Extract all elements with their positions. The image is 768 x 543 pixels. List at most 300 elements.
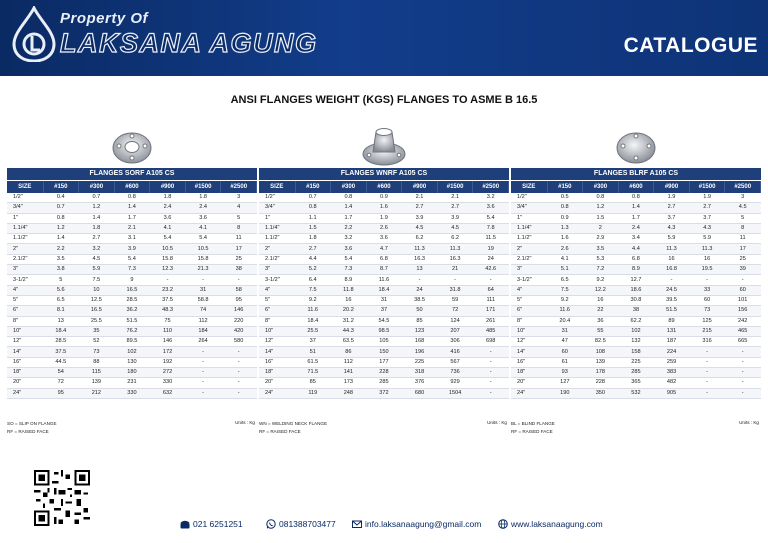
weight-cell: 8.9 xyxy=(331,275,367,285)
weight-cell: 1.4 xyxy=(114,203,150,213)
size-cell: 24" xyxy=(7,388,43,398)
weight-cell: 2.1 xyxy=(402,193,438,203)
weight-cell: 350 xyxy=(583,388,619,398)
weight-cell: 85 xyxy=(295,378,331,388)
table-row xyxy=(259,275,509,285)
size-cell: 8" xyxy=(7,316,43,326)
size-cell: 2.1/2" xyxy=(259,254,295,264)
weight-cell: 306 xyxy=(437,337,473,347)
size-cell: 3/4" xyxy=(511,203,547,213)
size-cell: 1.1/4" xyxy=(511,223,547,233)
weight-cell: 141 xyxy=(331,368,367,378)
table-row xyxy=(7,193,257,203)
weight-cell: 5 xyxy=(725,213,761,223)
weight-cell: 47 xyxy=(547,337,583,347)
table-row xyxy=(259,306,509,316)
column-header: #150 xyxy=(295,181,331,193)
size-cell: 1.1/2" xyxy=(511,234,547,244)
weight-cell: 9.2 xyxy=(295,295,331,305)
phone-number: 021 6251251 xyxy=(193,519,243,529)
weight-cell: 55 xyxy=(583,326,619,336)
weight-cell: 6.8 xyxy=(618,254,654,264)
weight-cell: 13 xyxy=(43,316,79,326)
weight-cell: 3.5 xyxy=(583,244,619,254)
table-row xyxy=(259,193,509,203)
table-row xyxy=(7,326,257,336)
weight-cell: 2.4 xyxy=(185,203,221,213)
column-header: #300 xyxy=(331,181,367,193)
weight-cell: 1.7 xyxy=(114,213,150,223)
panel-blrf xyxy=(511,124,761,444)
weight-cell: - xyxy=(185,347,221,357)
weight-cell: 177 xyxy=(366,357,402,367)
weight-cell: 0.5 xyxy=(547,193,583,203)
units-label: Units : Kg xyxy=(235,420,255,425)
weight-cell: 3.9 xyxy=(402,213,438,223)
table-notes xyxy=(259,420,509,436)
weight-cell: 89 xyxy=(654,316,690,326)
weight-cell: 105 xyxy=(366,337,402,347)
weight-cell: 736 xyxy=(437,368,473,378)
weight-cell: 3.2 xyxy=(331,234,367,244)
table-row xyxy=(259,326,509,336)
weight-cell: 372 xyxy=(366,388,402,398)
weight-cell: 132 xyxy=(618,337,654,347)
table-row xyxy=(511,295,761,305)
weight-cell: 158 xyxy=(618,347,654,357)
size-cell: 16" xyxy=(7,357,43,367)
weight-cell: 7.2 xyxy=(583,265,619,275)
weight-cell: - xyxy=(150,275,186,285)
size-cell: 4" xyxy=(511,285,547,295)
contact-phone[interactable] xyxy=(180,519,243,529)
weight-cell: 1.6 xyxy=(547,234,583,244)
contact-email[interactable] xyxy=(352,519,481,529)
weight-cell: 39.5 xyxy=(654,295,690,305)
weight-cell: 0.8 xyxy=(331,193,367,203)
weight-cell: 7.5 xyxy=(547,285,583,295)
table-row xyxy=(259,378,509,388)
weight-cell: 0.4 xyxy=(43,193,79,203)
weight-cell: 4.3 xyxy=(654,223,690,233)
size-cell: 16" xyxy=(511,357,547,367)
size-cell: 5" xyxy=(259,295,295,305)
weight-cell: 16 xyxy=(331,295,367,305)
table-row xyxy=(511,223,761,233)
weight-cell: 31 xyxy=(185,285,221,295)
weight-cell: 9.2 xyxy=(547,295,583,305)
weight-cell: 1.7 xyxy=(618,213,654,223)
weight-cell: 632 xyxy=(150,388,186,398)
weight-cell: 20.2 xyxy=(331,306,367,316)
table-row xyxy=(7,316,257,326)
weight-cell: 3.9 xyxy=(437,213,473,223)
weight-cell: 61 xyxy=(547,357,583,367)
weight-cell: - xyxy=(689,347,725,357)
size-cell: 1" xyxy=(511,213,547,223)
weight-cell: - xyxy=(185,388,221,398)
table-row xyxy=(511,337,761,347)
table-row xyxy=(259,357,509,367)
weight-cell: 82.5 xyxy=(583,337,619,347)
table-row xyxy=(511,234,761,244)
units-label: Units : Kg xyxy=(739,420,759,425)
table-row xyxy=(259,244,509,254)
weight-cell: - xyxy=(725,357,761,367)
weight-cell: 420 xyxy=(221,326,257,336)
contact-whatsapp[interactable] xyxy=(266,519,336,529)
weight-cell: 6.5 xyxy=(43,295,79,305)
weight-cell: 482 xyxy=(654,378,690,388)
weight-cell: 48.3 xyxy=(150,306,186,316)
weight-cell: 59 xyxy=(437,295,473,305)
weight-cell: 31 xyxy=(366,295,402,305)
column-header: #2500 xyxy=(221,181,257,193)
weight-cell: 73 xyxy=(689,306,725,316)
weight-cell: 2.7 xyxy=(437,203,473,213)
weight-cell: 102 xyxy=(114,347,150,357)
weight-cell: 24 xyxy=(402,285,438,295)
weight-cell: 2.1 xyxy=(437,193,473,203)
weight-cell: 1.8 xyxy=(150,193,186,203)
weight-cell: 180 xyxy=(114,368,150,378)
weight-cell: 0.7 xyxy=(79,193,115,203)
note-line: WN = WELDING NECK FLANGE xyxy=(259,421,328,426)
weight-cell: 2.7 xyxy=(79,234,115,244)
column-header: #900 xyxy=(654,181,690,193)
weight-cell: 5.3 xyxy=(583,254,619,264)
table-row xyxy=(7,265,257,275)
weight-cell: 8 xyxy=(725,223,761,233)
weight-cell: 110 xyxy=(150,326,186,336)
weight-cell: 18.4 xyxy=(43,326,79,336)
weight-cell: 7.5 xyxy=(295,285,331,295)
column-header: #600 xyxy=(618,181,654,193)
weight-cell: 365 xyxy=(618,378,654,388)
weight-cell: 485 xyxy=(473,326,509,336)
weight-cell: 1.2 xyxy=(43,223,79,233)
weight-cell: 184 xyxy=(185,326,221,336)
weight-cell: 93 xyxy=(547,368,583,378)
weight-cell: 187 xyxy=(654,337,690,347)
weight-cell: 207 xyxy=(437,326,473,336)
weight-cell: 8 xyxy=(221,223,257,233)
weight-cell: 220 xyxy=(221,316,257,326)
table-title: FLANGES BLRF A105 CS xyxy=(511,168,761,180)
weight-cell: 11.3 xyxy=(437,244,473,254)
size-cell: 10" xyxy=(259,326,295,336)
size-cell: 5" xyxy=(7,295,43,305)
weight-cell: 3.2 xyxy=(473,193,509,203)
weight-cell: 171 xyxy=(473,306,509,316)
weight-cell: 37.5 xyxy=(43,347,79,357)
weight-cell: - xyxy=(689,357,725,367)
column-header: #300 xyxy=(583,181,619,193)
weight-cell: 25.5 xyxy=(295,326,331,336)
weight-cell: 64 xyxy=(473,285,509,295)
size-cell: 6" xyxy=(259,306,295,316)
weight-cell: 10.5 xyxy=(185,244,221,254)
size-cell: 1" xyxy=(7,213,43,223)
weight-cell: 39 xyxy=(725,265,761,275)
weight-cell: 665 xyxy=(725,337,761,347)
whatsapp-number: 081388703477 xyxy=(279,519,336,529)
table-row xyxy=(259,347,509,357)
table-row xyxy=(259,203,509,213)
column-header: SIZE xyxy=(7,181,43,193)
weight-cell: 102 xyxy=(618,326,654,336)
table-notes xyxy=(511,420,761,436)
size-cell: 12" xyxy=(7,337,43,347)
weight-cell: - xyxy=(185,378,221,388)
weight-cell: 21 xyxy=(437,265,473,275)
weight-cell: 44.3 xyxy=(331,326,367,336)
panel-wnrf xyxy=(259,124,509,444)
weight-cell: 1.8 xyxy=(185,193,221,203)
size-cell: 12" xyxy=(259,337,295,347)
weight-cell: 2.4 xyxy=(618,223,654,233)
weight-cell: 264 xyxy=(185,337,221,347)
weight-cell: 6.5 xyxy=(547,275,583,285)
weight-cell: 25.5 xyxy=(79,316,115,326)
weight-cell: 2.7 xyxy=(295,244,331,254)
qr-code-image xyxy=(34,470,90,526)
weight-cell: 20.4 xyxy=(547,316,583,326)
weight-cell: 76.2 xyxy=(114,326,150,336)
weight-cell: 62.2 xyxy=(618,316,654,326)
weight-cell: 7.3 xyxy=(114,265,150,275)
header-bar xyxy=(0,0,768,76)
weight-cell: 215 xyxy=(689,326,725,336)
weight-cell: 95 xyxy=(43,388,79,398)
note-line: RF = RAISED FACE xyxy=(259,429,301,434)
table-row xyxy=(7,347,257,357)
weight-cell: 1.5 xyxy=(295,223,331,233)
telephone-icon xyxy=(180,519,190,529)
weight-cell: 0.8 xyxy=(618,193,654,203)
size-cell: 10" xyxy=(7,326,43,336)
weight-cell: 23.2 xyxy=(150,285,186,295)
weight-cell: 3.1 xyxy=(114,234,150,244)
weight-cell: 8.7 xyxy=(366,265,402,275)
weight-cell: 3.6 xyxy=(331,244,367,254)
weight-cell: 4.1 xyxy=(150,223,186,233)
weight-cell: 196 xyxy=(402,347,438,357)
weight-cell: 3.4 xyxy=(618,234,654,244)
weight-cell: 11 xyxy=(221,234,257,244)
size-cell: 3-1/2" xyxy=(7,275,43,285)
size-cell: 2" xyxy=(259,244,295,254)
column-header: #900 xyxy=(402,181,438,193)
table-row xyxy=(7,388,257,398)
weight-cell: 465 xyxy=(725,326,761,336)
table-row xyxy=(7,244,257,254)
size-cell: 3" xyxy=(511,265,547,275)
weight-cell: 52 xyxy=(79,337,115,347)
size-cell: 2" xyxy=(511,244,547,254)
table-row xyxy=(7,285,257,295)
table-row xyxy=(511,326,761,336)
weight-cell: 1504 xyxy=(437,388,473,398)
weight-cell: 35 xyxy=(79,326,115,336)
weight-cell: 3.7 xyxy=(654,213,690,223)
weight-cell: - xyxy=(689,388,725,398)
weight-cell: 7.5 xyxy=(79,275,115,285)
table-row xyxy=(7,234,257,244)
weight-cell: 37 xyxy=(366,306,402,316)
weight-cell: 4.5 xyxy=(725,203,761,213)
weight-cell: 228 xyxy=(366,368,402,378)
table-row xyxy=(7,223,257,233)
weight-cell: 1.8 xyxy=(295,234,331,244)
weight-cell: - xyxy=(473,347,509,357)
weight-cell: - xyxy=(689,368,725,378)
size-cell: 3/4" xyxy=(259,203,295,213)
brand-subtitle: Property Of xyxy=(60,10,149,27)
table-notes xyxy=(7,420,257,436)
weight-cell: 3.8 xyxy=(43,265,79,275)
weight-cell: 318 xyxy=(402,368,438,378)
weight-cell: 0.7 xyxy=(295,193,331,203)
weight-cell: 225 xyxy=(618,357,654,367)
weight-cell: 5.4 xyxy=(150,234,186,244)
weight-cell: - xyxy=(185,368,221,378)
size-cell: 6" xyxy=(511,306,547,316)
weight-cell: 9.2 xyxy=(583,275,619,285)
weight-cell: 73 xyxy=(79,347,115,357)
weight-cell: 2.4 xyxy=(150,203,186,213)
table-row xyxy=(259,337,509,347)
weight-cell: 172 xyxy=(150,347,186,357)
weight-cell: 261 xyxy=(473,316,509,326)
weight-cell: 10.5 xyxy=(150,244,186,254)
size-cell: 14" xyxy=(511,347,547,357)
weight-cell: 224 xyxy=(654,347,690,357)
weight-cell: 2.7 xyxy=(402,203,438,213)
weight-cell: 5 xyxy=(221,213,257,223)
weight-cell: - xyxy=(473,275,509,285)
weight-cell: 16 xyxy=(654,254,690,264)
weight-cell: 3.9 xyxy=(114,244,150,254)
weight-cell: 1.3 xyxy=(547,223,583,233)
weight-cell: 28.5 xyxy=(43,337,79,347)
table-row xyxy=(259,316,509,326)
weight-cell: 127 xyxy=(547,378,583,388)
table-row xyxy=(511,378,761,388)
weight-cell: 330 xyxy=(150,378,186,388)
table-row xyxy=(511,316,761,326)
weight-cell: 38.5 xyxy=(402,295,438,305)
weight-cell: 17 xyxy=(221,244,257,254)
weight-cell: 0.8 xyxy=(547,203,583,213)
weight-cell: 178 xyxy=(583,368,619,378)
weight-cell: 38 xyxy=(618,306,654,316)
weight-cell: 58 xyxy=(221,285,257,295)
table-row xyxy=(7,203,257,213)
weight-cell: - xyxy=(654,275,690,285)
weight-cell: 61.5 xyxy=(295,357,331,367)
table-row xyxy=(259,265,509,275)
column-header: #150 xyxy=(43,181,79,193)
weight-cell: 16.3 xyxy=(437,254,473,264)
weight-cell: 119 xyxy=(295,388,331,398)
table-row xyxy=(7,275,257,285)
weight-cell: - xyxy=(473,368,509,378)
weight-cell: 50 xyxy=(402,306,438,316)
weight-cell: 228 xyxy=(583,378,619,388)
note-line: RF = RAISED FACE xyxy=(511,429,553,434)
table-header-row xyxy=(7,181,257,193)
weight-cell: 1.4 xyxy=(331,203,367,213)
weight-cell: - xyxy=(725,275,761,285)
table-row xyxy=(511,357,761,367)
table-row xyxy=(511,306,761,316)
size-cell: 6" xyxy=(7,306,43,316)
weight-cell: - xyxy=(221,368,257,378)
weight-cell: 18.4 xyxy=(366,285,402,295)
weight-cell: 18.4 xyxy=(295,316,331,326)
size-cell: 8" xyxy=(511,316,547,326)
size-cell: 14" xyxy=(7,347,43,357)
weight-cell: 24 xyxy=(473,254,509,264)
table-row xyxy=(7,337,257,347)
size-cell: 4" xyxy=(7,285,43,295)
size-cell: 3" xyxy=(259,265,295,275)
weight-cell: 2.2 xyxy=(331,223,367,233)
table-row xyxy=(511,244,761,254)
weight-cell: 5.9 xyxy=(654,234,690,244)
weight-cell: 929 xyxy=(437,378,473,388)
contact-website[interactable] xyxy=(498,519,603,529)
weight-cell: 248 xyxy=(331,388,367,398)
weight-cell: 2.1 xyxy=(114,223,150,233)
droplet-logo-icon xyxy=(10,6,58,62)
weight-cell: 11.6 xyxy=(547,306,583,316)
weight-cell: 1.5 xyxy=(583,213,619,223)
weight-cell: - xyxy=(221,378,257,388)
weight-cell: 5.4 xyxy=(185,234,221,244)
weight-cell: 51.5 xyxy=(654,306,690,316)
weight-cell: 4 xyxy=(221,203,257,213)
weight-cell: 11.8 xyxy=(331,285,367,295)
weight-cell: 3 xyxy=(221,193,257,203)
weight-cell: 4.3 xyxy=(689,223,725,233)
weight-cell: 905 xyxy=(654,388,690,398)
weight-cell: 86 xyxy=(331,347,367,357)
flange-table-blrf xyxy=(511,181,761,399)
size-cell: 16" xyxy=(259,357,295,367)
column-header: #1500 xyxy=(437,181,473,193)
table-row xyxy=(511,193,761,203)
size-cell: 4" xyxy=(259,285,295,295)
weight-cell: 37.5 xyxy=(150,295,186,305)
weight-cell: 15.8 xyxy=(150,254,186,264)
weight-cell: 8.1 xyxy=(43,306,79,316)
weight-cell: 580 xyxy=(221,337,257,347)
weight-cell: 31 xyxy=(547,326,583,336)
weight-cell: 1.8 xyxy=(79,223,115,233)
weight-cell: 5 xyxy=(43,275,79,285)
table-row xyxy=(259,254,509,264)
weight-cell: 17 xyxy=(725,244,761,254)
weight-cell: 1.2 xyxy=(583,203,619,213)
weight-cell: - xyxy=(689,378,725,388)
size-cell: 20" xyxy=(7,378,43,388)
table-row xyxy=(511,254,761,264)
flange-table-wnrf xyxy=(259,181,509,399)
table-row xyxy=(511,275,761,285)
size-cell: 5" xyxy=(511,295,547,305)
